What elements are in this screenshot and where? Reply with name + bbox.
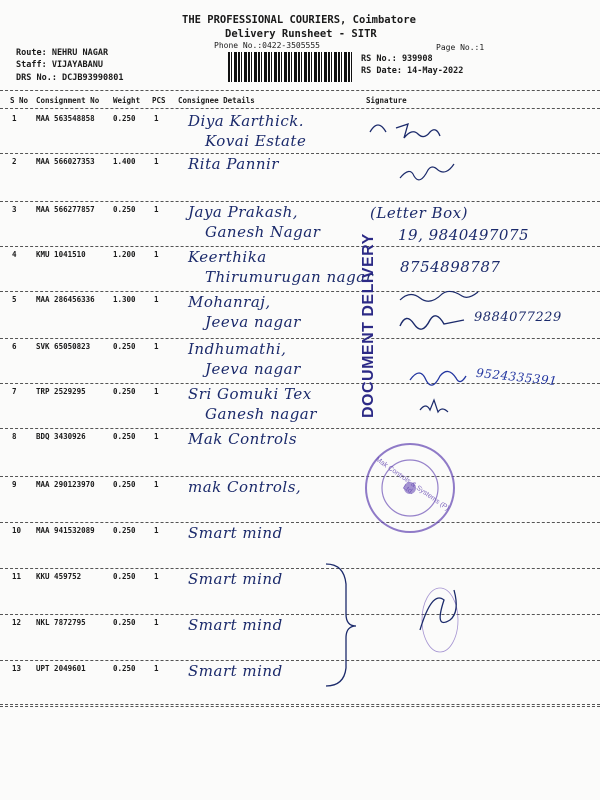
row-sno: 8: [12, 432, 17, 441]
row-consignment: UPT 2049601: [36, 664, 86, 673]
row-sno: 6: [12, 342, 17, 351]
col-weight: Weight: [113, 96, 141, 105]
col-pcs: PCS: [152, 96, 166, 105]
header-top-rule: [0, 90, 600, 92]
row-consignment: MAA 566277857: [36, 205, 95, 214]
row-consignment: MAA 290123970: [36, 480, 95, 489]
row-consignee-name: Mak Controls: [188, 430, 298, 448]
row-pcs: 1: [154, 572, 159, 581]
row-consignment: TRP 2529295: [36, 387, 86, 396]
row-weight: 0.250: [113, 205, 136, 214]
group-brace: [320, 560, 360, 690]
annotation-letter-box: (Letter Box): [370, 204, 468, 222]
seal-text: Mak Controls & Systems (P) Ltd.: [373, 456, 451, 513]
row-pcs: 1: [154, 480, 159, 489]
route-label: Route: NEHRU NAGAR: [16, 48, 109, 58]
row-consignment: MAA 286456336: [36, 295, 95, 304]
row-consignee-place: Jeeva nagar: [205, 313, 301, 331]
row-consignee-place: Kovai Estate: [205, 132, 307, 150]
row-consignee-name: Smart mind: [188, 524, 283, 542]
annotation-phone-2: 8754898787: [400, 258, 501, 276]
row-consignee-name: Smart mind: [188, 662, 283, 680]
rs-number: RS No.: 939908: [361, 54, 433, 64]
row-sno: 2: [12, 157, 17, 166]
barcode: [228, 52, 352, 82]
row-weight: 0.250: [113, 114, 136, 123]
staff-label: Staff: VIJAYABANU: [16, 60, 103, 70]
col-consignee: Consignee Details: [178, 96, 255, 105]
row-consignment: BDQ 3430926: [36, 432, 86, 441]
row-pcs: 1: [154, 250, 159, 259]
row-consignee-name: Smart mind: [188, 570, 283, 588]
row-weight: 1.200: [113, 250, 136, 259]
page-number: Page No.:1: [436, 43, 485, 52]
row-consignment: MAA 941532089: [36, 526, 95, 535]
row-weight: 0.250: [113, 432, 136, 441]
company-seal: [360, 438, 460, 538]
annotation-phone-4: 9524335391: [475, 365, 558, 389]
row-pcs: 1: [154, 526, 159, 535]
row-pcs: 1: [154, 664, 159, 673]
row-consignment: MAA 566027353: [36, 157, 95, 166]
row-consignee-place: Jeeva nagar: [205, 360, 301, 378]
phone-number: Phone No.:0422-3505555: [214, 41, 320, 50]
drs-number: DRS No.: DCJB93990801: [16, 73, 124, 83]
row-consignee-place: Ganesh nagar: [205, 405, 317, 423]
row-pcs: 1: [154, 432, 159, 441]
row-consignee-place: Ganesh Nagar: [205, 223, 321, 241]
row-weight: 1.400: [113, 157, 136, 166]
row-pcs: 1: [154, 205, 159, 214]
col-sno: S No: [10, 96, 29, 105]
row-consignment: KMU 1041510: [36, 250, 86, 259]
row-consignment: SVK 65050823: [36, 342, 91, 351]
row-pcs: 1: [154, 387, 159, 396]
annotation-phone-3: 9884077229: [474, 310, 562, 325]
rs-date: RS Date: 14-May-2022: [361, 66, 464, 76]
row-pcs: 1: [154, 295, 159, 304]
col-signature: Signature: [366, 96, 407, 105]
row-sno: 13: [12, 664, 22, 673]
row-sno: 5: [12, 295, 17, 304]
row-sno: 3: [12, 205, 17, 214]
row-sno: 10: [12, 526, 22, 535]
row-consignee-name: Sri Gomuki Tex: [188, 385, 312, 403]
row-weight: 0.250: [113, 526, 136, 535]
row-sno: 9: [12, 480, 17, 489]
row-weight: 0.250: [113, 572, 136, 581]
row-pcs: 1: [154, 157, 159, 166]
row-consignment: NKL 7872795: [36, 618, 86, 627]
row-weight: 0.250: [113, 618, 136, 627]
row-consignee-name: mak Controls,: [188, 478, 302, 496]
row-sno: 11: [12, 572, 22, 581]
row-consignee-name: Smart mind: [188, 616, 283, 634]
row-sno: 12: [12, 618, 22, 627]
row-pcs: 1: [154, 618, 159, 627]
row-consignment: KKU 459752: [36, 572, 82, 581]
row-weight: 1.300: [113, 295, 136, 304]
row-pcs: 1: [154, 342, 159, 351]
row-consignee-name: Diya Karthick.: [188, 112, 305, 130]
row-sno: 1: [12, 114, 17, 123]
row-weight: 0.250: [113, 387, 136, 396]
row-consignee-name: Jaya Prakash,: [188, 203, 299, 221]
row-pcs: 1: [154, 114, 159, 123]
document-delivery-text: DOCUMENT DELIVERY: [360, 233, 377, 418]
row-consignment: MAA 563548858: [36, 114, 95, 123]
col-consignment: Consignment No: [36, 96, 100, 105]
row-weight: 0.250: [113, 342, 136, 351]
document-delivery-stamp: [352, 233, 382, 420]
row-weight: 0.250: [113, 664, 136, 673]
row-consignee-name: Indhumathi,: [188, 340, 287, 358]
row-consignee-name: Keerthika: [188, 248, 267, 266]
footer-rule: [0, 706, 600, 708]
company-title: THE PROFESSIONAL COURIERS, Coimbatore: [182, 14, 416, 26]
row-consignee-name: Mohanraj,: [188, 293, 271, 311]
row-consignee-name: Rita Pannir: [188, 155, 279, 173]
signature-scribbles: [360, 110, 600, 730]
runsheet-title: Delivery Runsheet - SITR: [225, 28, 377, 40]
row-weight: 0.250: [113, 480, 136, 489]
annotation-phone-1: 19, 9840497075: [398, 226, 530, 244]
row-sno: 7: [12, 387, 17, 396]
row-sno: 4: [12, 250, 17, 259]
row-consignee-place: Thirumurugan nagar: [205, 268, 374, 286]
